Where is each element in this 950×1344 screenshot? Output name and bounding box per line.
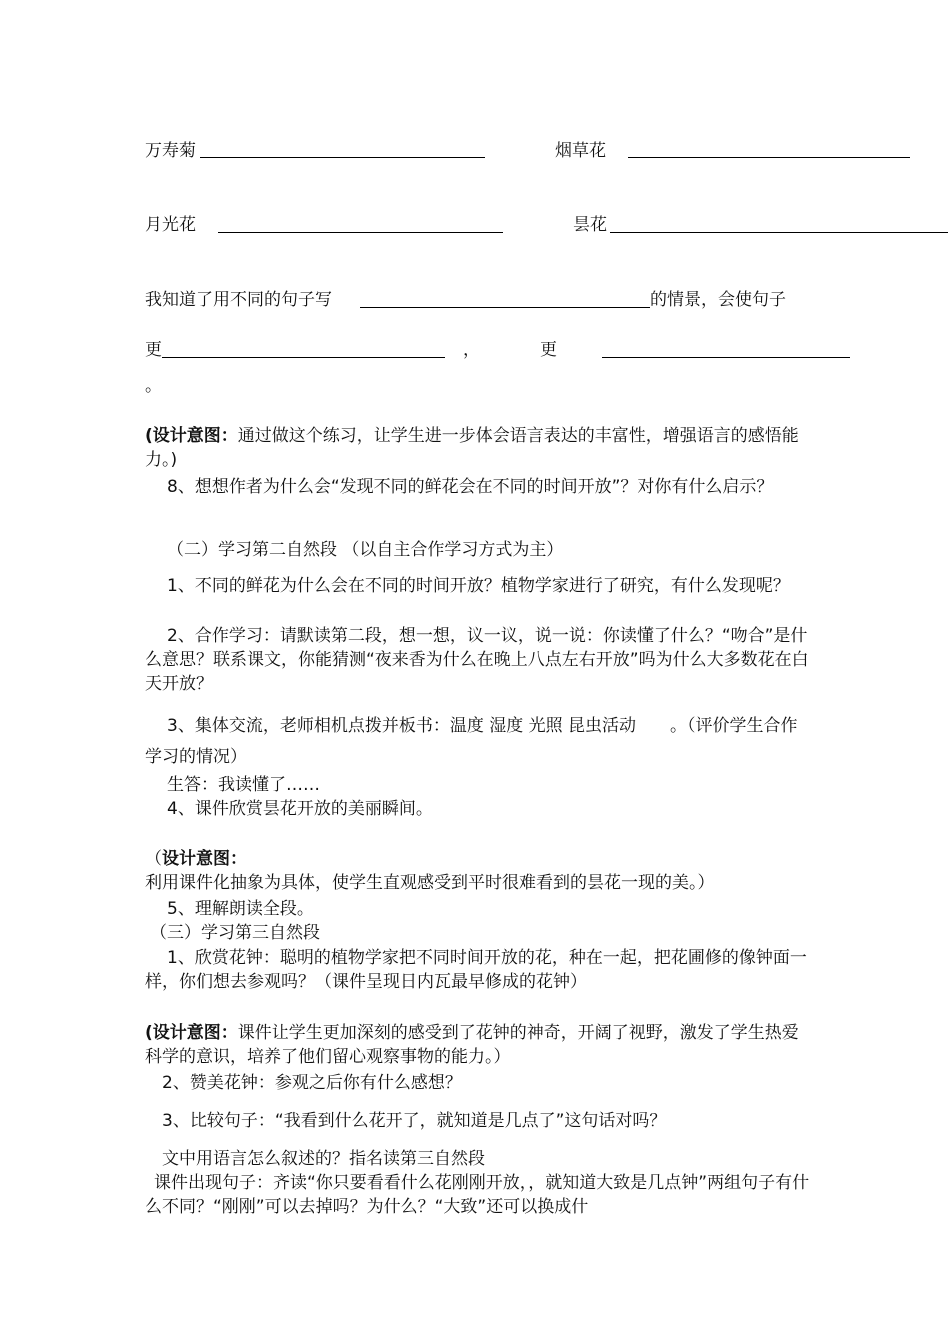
section-2-item-3: 3、集体交流，老师相机点拨并板书：温度 湿度 光照 昆虫活动 。（评价学生合作学习的情况） xyxy=(145,716,798,767)
intent-colon: ： xyxy=(220,426,238,446)
intent-label: 设计意图 xyxy=(152,426,221,446)
answer-blank[interactable] xyxy=(218,232,503,233)
section-3-title: （三）学习第三自然段 xyxy=(150,923,320,943)
student-answer: 生答：我读懂了…… xyxy=(167,775,320,795)
answer-blank[interactable] xyxy=(162,357,445,358)
section-3-item-2: 2、赞美花钟：参观之后你有什么感想？ xyxy=(162,1073,462,1093)
answer-blank[interactable] xyxy=(360,307,650,308)
intent-colon: ： xyxy=(230,849,247,869)
section-2-item-1: 1、不同的鲜花为什么会在不同的时间开放？植物学家进行了研究，有什么发现呢？ xyxy=(167,576,790,596)
answer-blank[interactable] xyxy=(602,357,850,358)
intent-text: 利用课件化抽象为具体，使学生直观感受到平时很难看到的昙花一现的美。） xyxy=(145,873,715,893)
answer-blank[interactable] xyxy=(200,157,485,158)
flower-label-yancaohua: 烟草花 xyxy=(555,141,606,161)
section-3-line-5: 课件出现句子：齐读“你只要看看什么花刚刚开放，，就知道大致是几点钟”两组句子有什么不同？“刚刚”可以去掉吗？为什么？“大致”还可以换成什 xyxy=(145,1173,810,1217)
answer-blank[interactable] xyxy=(610,232,948,233)
flower-label-wanshouju: 万寿菊 xyxy=(145,141,196,161)
question-8: 8、想想作者为什么会“发现不同的鲜花会在不同的时间开放”？对你有什么启示？ xyxy=(167,477,774,497)
section-3-line-4: 文中用语言怎么叙述的？指名读第三自然段 xyxy=(162,1149,485,1169)
design-intent-3 xyxy=(145,1021,810,1069)
section-2-item-4: 4、课件欣赏昙花开放的美丽瞬间。 xyxy=(167,799,433,819)
more-label-2: 更 xyxy=(540,340,557,360)
comma: ， xyxy=(463,340,480,360)
design-intent-1 xyxy=(145,424,810,472)
section-2-item-2: 2、合作学习：请默读第二段，想一想，议一议，说一说：你读懂了什么？“吻合”是什么意思？联系课文，你能猜测“夜来香为什么在晚上八点左右开放”吗为什么大多数花在白天开放？ xyxy=(145,626,809,694)
intent-open: ( xyxy=(145,426,153,446)
flower-label-yueguanghua: 月光花 xyxy=(145,215,196,235)
sentence-prefix: 我知道了用不同的句子写 xyxy=(145,290,332,310)
design-intent-2 xyxy=(145,847,810,895)
intent-label: 设计意图 xyxy=(152,1023,221,1043)
period: 。 xyxy=(145,376,162,396)
intent-open: （ xyxy=(145,849,162,869)
flower-label-tanhua: 昙花 xyxy=(573,215,607,235)
intent-colon: ： xyxy=(220,1023,238,1043)
answer-blank[interactable] xyxy=(628,157,910,158)
sentence-suffix: 的情景，会使句子 xyxy=(650,290,786,310)
intent-open: ( xyxy=(145,1023,153,1043)
section-3-item-1: 1、欣赏花钟：聪明的植物学家把不同时间开放的花，种在一起，把花圃修的像钟面一样，你们想去参观吗？（课件呈现日内瓦最早修成的花钟） xyxy=(145,948,807,992)
intent-text: 课件让学生更加深刻的感受到了花钟的神奇，开阔了视野，激发了学生热爱科学的意识，培养了他们留心观察事物的能力。） xyxy=(145,1023,799,1067)
section-3-item-3: 3、比较句子：“我看到什么花开了，就知道是几点了”这句话对吗？ xyxy=(162,1111,667,1131)
intent-text: 通过做这个练习，让学生进一步体会语言表达的丰富性，增强语言的感悟能力。) xyxy=(145,426,799,470)
section-2-item-5: 5、理解朗读全段。 xyxy=(167,899,314,919)
intent-label: 设计意图 xyxy=(162,849,230,869)
more-label-1: 更 xyxy=(145,340,162,360)
section-2-title: （二）学习第二自然段 （以自主合作学习方式为主） xyxy=(167,540,564,560)
